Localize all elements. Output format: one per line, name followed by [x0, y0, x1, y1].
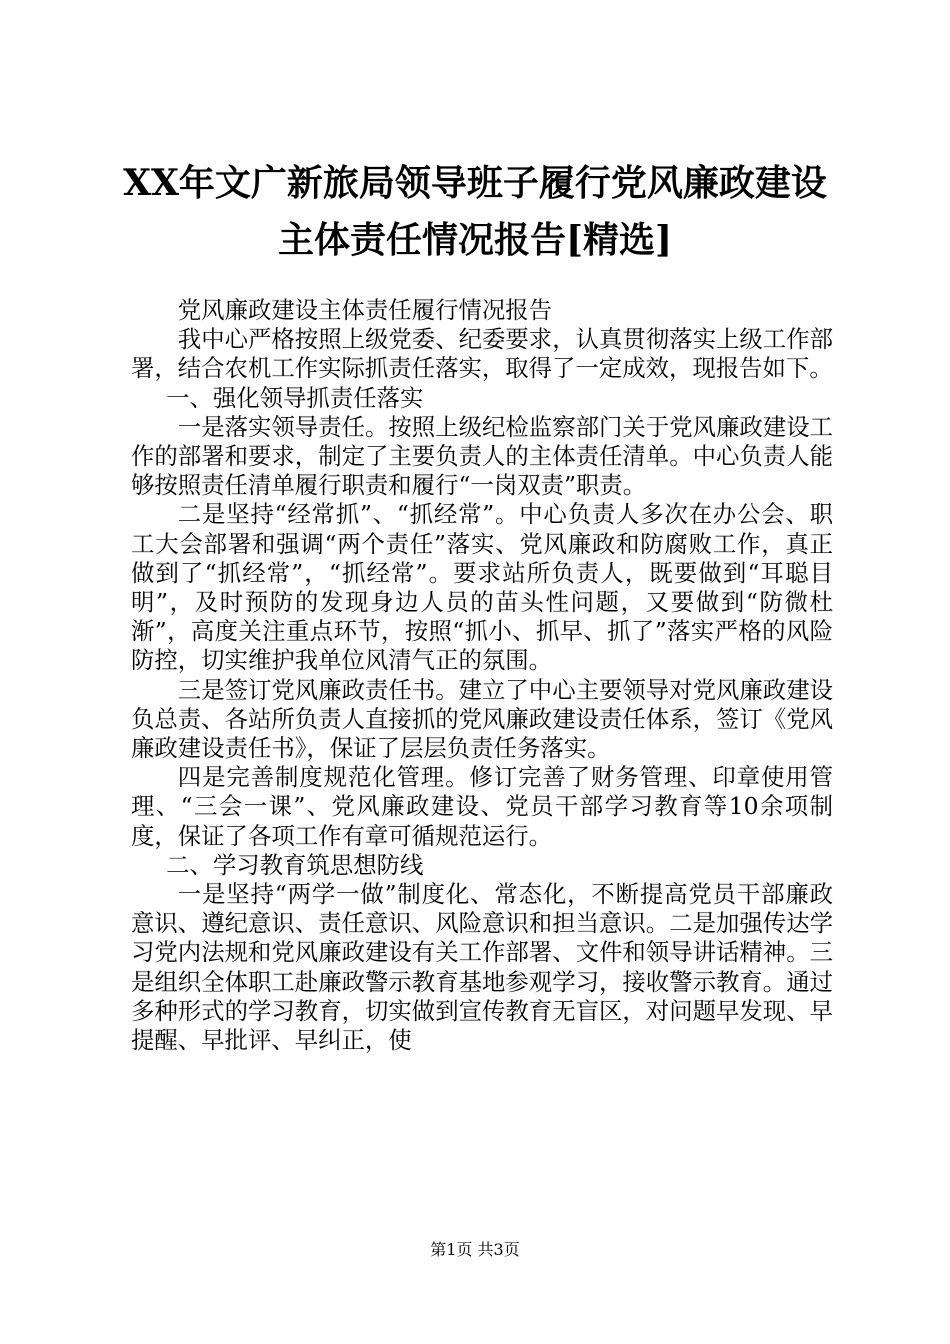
section-heading-2: 二、学习教育筑思想防线 — [166, 850, 424, 879]
document-title-line-1: XX年文广新旅局领导班子履行党风廉政建设 — [123, 162, 827, 204]
paragraph: 一是坚持“两学一做”制度化、常态化，不断提高党员干部廉政意识、遵纪意识、责任意识、风险意识和担当意识。二是加强传达学习党内法规和党风廉政建设有关工作部署、文件和领导讲话精神。三是组织全体职工赴廉政警示教育基地参观学习，接收警示教育。通过多种形式的学习教育，切实做到宣传教育无盲区，对问题早发现、早提醒、早批评、早纠正，使 — [131, 880, 833, 1055]
document-title-line-2: 主体责任情况报告[精选] — [277, 219, 673, 261]
paragraph: 一是落实领导责任。按照上级纪检监察部门关于党风廉政建设工作的部署和要求，制定了主要负责人的主体责任清单。中心负责人能够按照责任清单履行职责和履行“一岗双责”职责。 — [131, 412, 833, 500]
paragraph: 四是完善制度规范化管理。修订完善了财务管理、印章使用管理、“三会一课”、党风廉政建设、党员干部学习教育等10余项制度，保证了各项工作有章可循规范运行。 — [131, 763, 833, 850]
document-body — [131, 296, 833, 1055]
section-heading-1: 一、强化领导抓责任落实 — [166, 383, 424, 412]
paragraph-intro: 我中心严格按照上级党委、纪委要求，认真贯彻落实上级工作部署，结合农机工作实际抓责任落实，取得了一定成效，现报告如下。 — [131, 325, 833, 383]
paragraph: 二是坚持“经常抓”、“抓经常”。中心负责人多次在办公会、职工大会部署和强调“两个责任”落实、党风廉政和防腐败工作，真正做到了“抓经常”，“抓经常”。要求站所负责人，既要做到“耳聪目明”，及时预防的发现身边人员的苗头性问题，又要做到“防微杜渐”，高度关注重点环节，按照“抓小、抓早、抓了”落实严格的风险防控，切实维护我单位风清气正的氛围。 — [131, 500, 833, 675]
paragraph: 三是签订党风廉政责任书。建立了中心主要领导对党风廉政建设负总责、各站所负责人直接抓的党风廉政建设责任体系，签订《党风廉政建设责任书》，保证了层层负责任务落实。 — [131, 675, 833, 763]
paragraph-subtitle: 党风廉政建设主体责任履行情况报告 — [177, 296, 553, 324]
page-number-footer: 第1页 共3页 — [430, 1240, 520, 1259]
